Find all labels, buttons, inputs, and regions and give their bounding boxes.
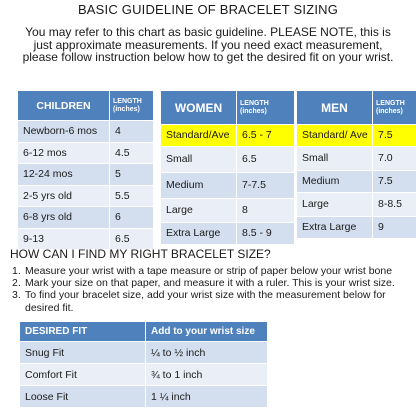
table-row — [161, 222, 295, 244]
size-label: 6-8 yrs old — [18, 207, 110, 229]
intro-text: You may refer to this chart as basic guideline. PLEASE NOTE, this is just approximate measurements. If you need exact measurement, please follow instruction below how to get the desired fit on your wrist. — [22, 25, 394, 64]
size-value: 8 — [237, 198, 295, 222]
size-value: 8-8.5 — [373, 192, 416, 216]
size-label: Small — [297, 146, 373, 170]
table-row — [18, 121, 154, 143]
list-item — [12, 277, 416, 289]
table-row — [161, 146, 295, 172]
size-label: Medium — [161, 172, 237, 198]
size-label: Medium — [297, 170, 373, 192]
size-value: 7.0 — [373, 146, 416, 170]
size-label: Newborn-6 mos — [18, 121, 110, 143]
table-row — [161, 198, 295, 222]
table-row — [297, 216, 416, 238]
men-header: MEN — [297, 91, 373, 125]
size-value: 7.5 — [373, 125, 416, 147]
table-row — [20, 342, 268, 364]
children-length-header: LENGTH (inches) — [110, 91, 154, 121]
size-label: Small — [161, 146, 237, 172]
instruction-list — [12, 265, 416, 314]
size-label: Large — [297, 192, 373, 216]
size-value: 4 — [110, 121, 154, 143]
step-number: 2. — [12, 277, 21, 290]
table-row — [18, 164, 154, 186]
men-length-header: LENGTH (inches) — [373, 91, 416, 125]
children-header: CHILDREN — [18, 91, 110, 121]
size-label: Extra Large — [161, 222, 237, 244]
list-item — [12, 289, 416, 313]
women-length-header: LENGTH (inches) — [237, 91, 295, 125]
women-header: WOMEN — [161, 91, 237, 125]
size-value: 6 — [110, 207, 154, 229]
size-label: 6-12 mos — [18, 142, 110, 164]
table-row — [20, 364, 268, 386]
women-size-table — [160, 90, 295, 245]
fit-label: Loose Fit — [20, 386, 146, 408]
table-row — [18, 185, 154, 207]
table-row — [18, 142, 154, 164]
step-text: Mark your size on that paper, and measure it with a ruler. This is your wrist size. — [25, 277, 395, 290]
desired-fit-table — [19, 321, 268, 408]
children-size-table — [17, 90, 154, 250]
size-value: 7.5 — [373, 170, 416, 192]
size-label: Standard/ Ave — [297, 125, 373, 147]
table-row — [161, 172, 295, 198]
size-label: 12-24 mos — [18, 164, 110, 186]
size-value: 6.5 - 7 — [237, 125, 295, 147]
table-row — [18, 207, 154, 229]
list-item — [12, 265, 416, 277]
size-label: 9-13 — [18, 228, 110, 250]
step-number: 3. — [12, 289, 21, 302]
table-row — [297, 192, 416, 216]
size-value: 6.5 — [110, 228, 154, 250]
page-title: BASIC GUIDELINE OF BRACELET SIZING — [77, 2, 339, 17]
step-text: Measure your wrist with a tape measure or strip of paper below your wrist bone — [25, 265, 393, 277]
size-value: 6.5 — [237, 146, 295, 172]
size-value: 4.5 — [110, 142, 154, 164]
fit-value: 1 ¼ inch — [146, 386, 268, 408]
fit-header: DESIRED FIT — [20, 322, 146, 342]
size-value: 9 — [373, 216, 416, 238]
table-row — [20, 386, 268, 408]
size-label: Extra Large — [297, 216, 373, 238]
fit-value: ¼ to ½ inch — [146, 342, 268, 364]
size-value: 8.5 - 9 — [237, 222, 295, 244]
fit-label: Comfort Fit — [20, 364, 146, 386]
step-text: To find your bracelet size, add your wrist size with the measurement below for desired fit. — [25, 289, 386, 314]
size-label: Large — [161, 198, 237, 222]
size-value: 5 — [110, 164, 154, 186]
table-row — [297, 170, 416, 192]
step-number: 1. — [12, 265, 21, 277]
size-value: 7-7.5 — [237, 172, 295, 198]
size-label: Standard/Ave — [161, 125, 237, 147]
table-row — [297, 125, 416, 147]
size-value: 5.5 — [110, 185, 154, 207]
size-label: 2-5 yrs old — [18, 185, 110, 207]
fit-label: Snug Fit — [20, 342, 146, 364]
men-size-table — [296, 90, 416, 239]
fit-value: ¾ to 1 inch — [146, 364, 268, 386]
table-row — [161, 125, 295, 147]
table-row — [297, 146, 416, 170]
add-size-header: Add to your wrist size — [146, 322, 268, 342]
howto-heading: HOW CAN I FIND MY RIGHT BRACELET SIZE? — [10, 247, 271, 261]
